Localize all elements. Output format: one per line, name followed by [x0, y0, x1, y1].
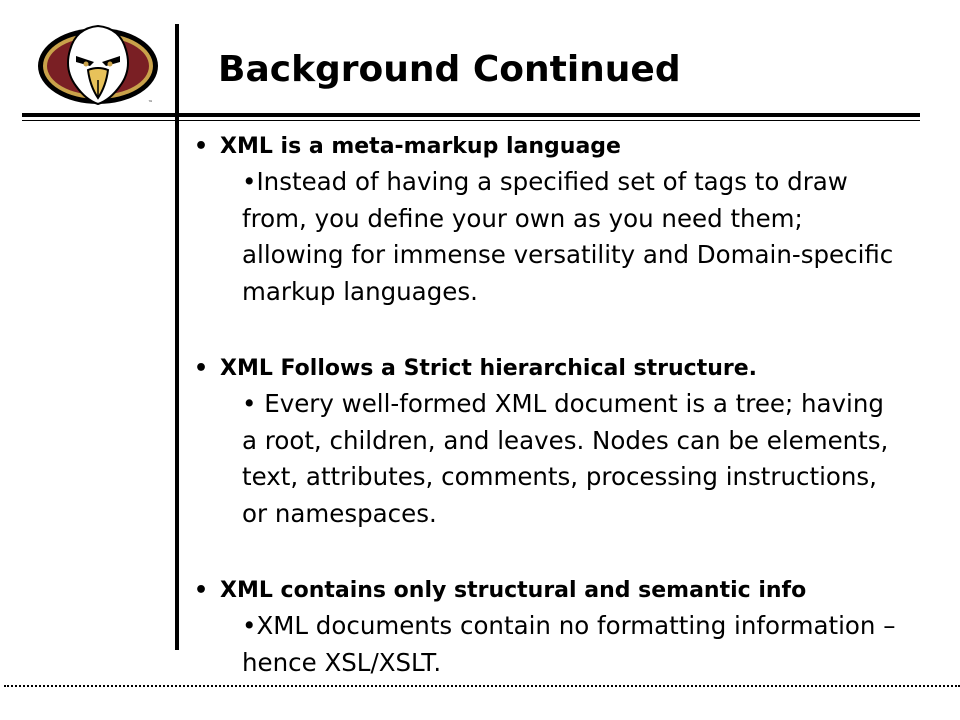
bullet-detail-2: • Every well-formed XML document is a tree; having a root, children, and leaves. Nodes can be elements, text, attributes, comments, processing instructions, or namespaces. — [242, 389, 889, 528]
slide-title: Background Continued — [218, 49, 681, 90]
bullet-heading-2: • XML Follows a Strict hierarchical structure. — [194, 356, 758, 381]
svg-text:™: ™ — [148, 100, 153, 106]
bullet-detail-1: •Instead of having a specified set of tags to draw from, you define your own as you need them; allowing for immense versatility and Domain-specific markup languages. — [242, 167, 894, 306]
bullet-heading-1: • XML is a meta-markup language — [194, 134, 621, 159]
slide-content — [194, 130, 914, 681]
bullet-heading-3: • XML contains only structural and semantic info — [194, 578, 807, 603]
eagle-logo-icon — [36, 20, 160, 108]
horizontal-divider — [22, 113, 920, 123]
bullet-detail-3: •XML documents contain no formatting information – hence XSL/XSLT. — [242, 611, 896, 677]
footer-dotted-line — [4, 685, 960, 687]
